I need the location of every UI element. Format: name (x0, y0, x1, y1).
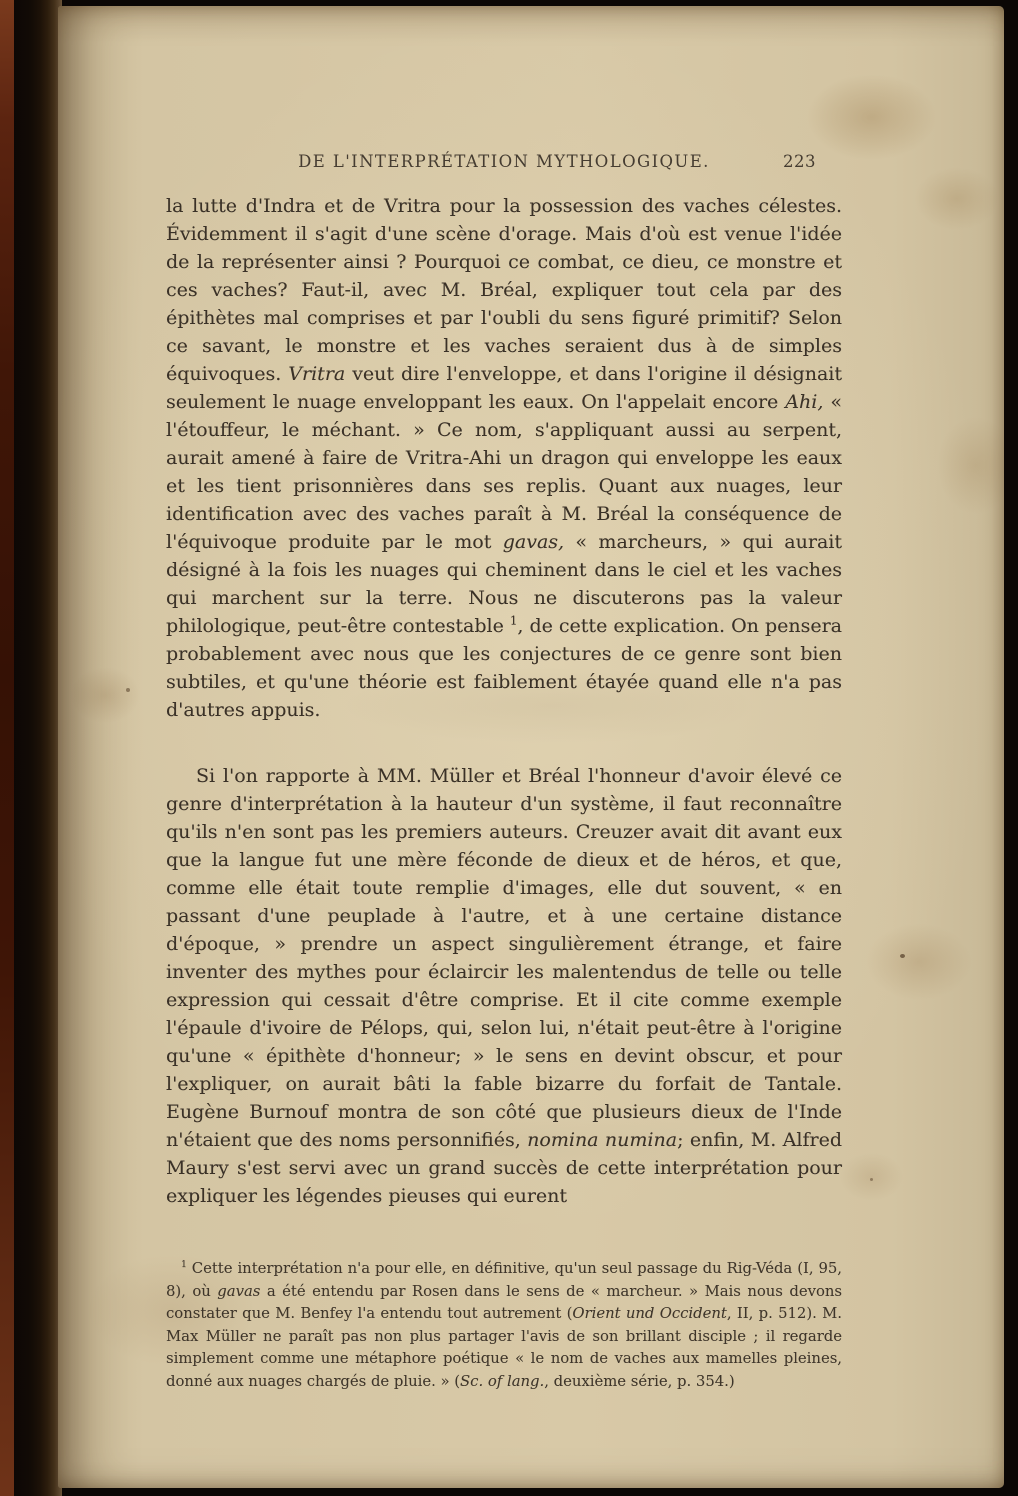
italic-title-orient-und-occident: Orient und Occident (572, 1305, 727, 1323)
footnote-reference-1: 1 (509, 613, 518, 628)
text-run: , de cette explication. On pensera probablement avec nous que les conjectures de ce genre sont bien subtiles, et qu'une théorie est faiblement étayée quand elle n'a pas d'autres appuis. (166, 615, 842, 721)
page-title: DE L'INTERPRÉTATION MYTHOLOGIQUE. (298, 152, 710, 171)
text-run: « l'étouffeur, le méchant. » Ce nom, s'appliquant aussi au serpent, aurait amené à faire de Vritra-Ahi un dragon qui enveloppe les eaux et les tient prisonnières dans ses replis. Quant aux nuages, leur identification avec des vaches paraît à M. Bréal la conséquence de l'équivoque produite par le mot (166, 391, 842, 553)
text-run: veut dire l'enveloppe, et dans l'origine il désignait seulement le nuage enveloppant les eaux. On l'appelait encore (166, 363, 842, 413)
text-run: la lutte d'Indra et de Vritra pour la possession des vaches célestes. Évidemment il s'agit d'une scène d'orage. Mais d'où est venue l'idée de la représenter ainsi ? Pourquoi ce combat, ce dieu, ce monstre et ces vaches? Faut-il, avec M. Bréal, expliquer tout cela par des épithètes mal comprises et par l'oubli du sens figuré primitif? Selon ce savant, le monstre et les vaches seraient dus à de simples équivoques. (166, 195, 842, 385)
running-header (166, 152, 842, 174)
paragraph-continuation (166, 192, 842, 724)
paragraph-2 (166, 762, 842, 1210)
footnote-number-1: 1 (181, 1259, 187, 1271)
italic-title-science-of-language: Sc. of lang. (460, 1372, 545, 1390)
page-stack-edges (14, 0, 62, 1496)
text-run: a été entendu par Rosen dans le sens de « marcheur. » Mais nous devons constater que M. Benfey l'a entendu tout autrement ( (166, 1282, 842, 1323)
text-run: ; enfin, M. Alfred Maury s'est servi avec un grand succès de cette interprétation pour expliquer les légendes pieuses qui eurent (166, 1129, 842, 1207)
text-run: Si l'on rapporte à MM. Müller et Bréal l'honneur d'avoir élevé ce genre d'interprétation à la hauteur d'un système, il faut reconnaître qu'ils n'en sont pas les premiers auteurs. Creuzer avait dit avant eux que la langue fut une mère féconde de dieux et de héros, et que, comme elle était toute remplie d'images, elle dut souvent, « en passant d'une peuplade à l'autre, et à une certaine distance d'époque, » prendre un aspect singulièrement étrange, et faire inventer des mythes pour éclaircir les malentendus de telle ou telle expression qui cessait d'être comprise. Et il cite comme exemple l'épaule d'ivoire de Pélops, qui, selon lui, n'était peut-être à l'origine qu'une « épithète d'honneur; » le sens en devint obscur, et pour l'expliquer, on aurait bâti la fable bizarre du forfait de Tantale. Eugène Burnouf montra de son côté que plusieurs dieux de l'Inde n'étaient que des noms personnifiés, (166, 765, 842, 1151)
paper-stain-spot (126, 688, 130, 692)
footnote (166, 1258, 842, 1394)
book-page (58, 6, 1004, 1488)
book-cover-edge (0, 0, 14, 1496)
page-content (166, 152, 842, 1394)
text-run: « marcheurs, » qui aurait désigné à la fois les nuages qui cheminent dans le ciel et les vaches qui marchent sur la terre. Nous ne discuterons pas la valeur philologique, peut-être contestable (166, 531, 842, 637)
paper-stain-spot (870, 1178, 873, 1181)
text-run: , deuxième série, p. 354.) (544, 1372, 735, 1390)
italic-term-gavas-footnote: gavas (217, 1282, 261, 1300)
paper-stain-spot (900, 954, 905, 958)
text-run: Cette interprétation n'a pour elle, en définitive, qu'un seul passage du Rig-Véda (I, 95, 8), où (166, 1260, 842, 1300)
text-run: , II, p. 512). M. Max Müller ne paraît pas non plus partager l'avis de son brillant disciple ; il regarde simplement comme une métaphore poétique « le nom de vaches aux mamelles pleines, donné aux nuages chargés de pluie. » ( (166, 1305, 842, 1390)
italic-term-gavas: gavas, (502, 531, 565, 553)
italic-term-ahi: Ahi, (785, 391, 824, 413)
italic-term-nomina-numina: nomina numina (527, 1129, 678, 1151)
italic-term-vritra: Vritra (288, 363, 346, 385)
page-number: 223 (783, 152, 816, 171)
